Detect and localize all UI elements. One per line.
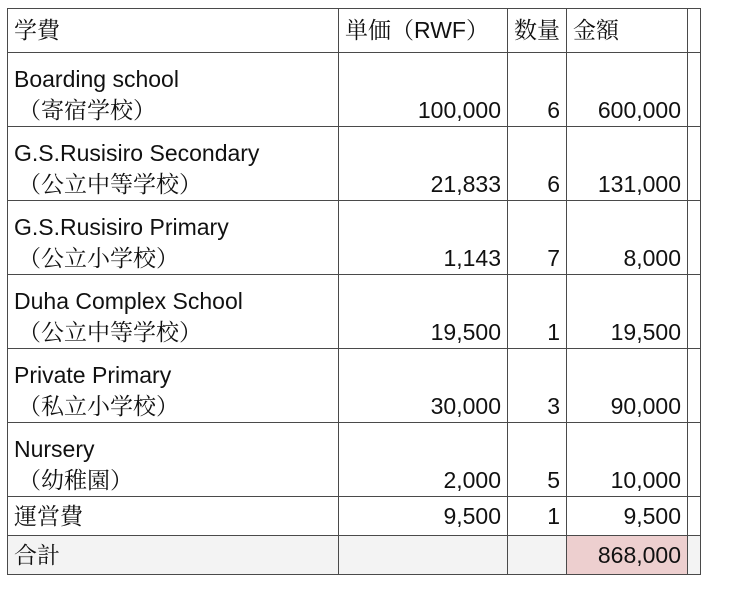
amount-cell[interactable]: 9,500 — [567, 497, 688, 536]
header-row — [8, 9, 701, 53]
table-row — [8, 201, 701, 275]
quantity-cell[interactable]: 1 — [508, 275, 567, 349]
cut-off-column-cell[interactable] — [688, 536, 701, 575]
header-amount-cell[interactable]: 金額 — [567, 9, 688, 53]
item-name: G.S.Rusisiro Primary — [14, 214, 229, 240]
cut-off-column-cell[interactable] — [688, 349, 701, 423]
total-empty-cell[interactable] — [508, 536, 567, 575]
table-row — [8, 275, 701, 349]
amount-cell[interactable]: 131,000 — [567, 127, 688, 201]
cut-off-column-cell[interactable] — [688, 53, 701, 127]
header-item-cell[interactable]: 学費 — [8, 9, 339, 53]
item-name-cell[interactable] — [8, 53, 339, 127]
item-name-japanese: （公立小学校） — [18, 245, 179, 271]
total-empty-cell[interactable] — [339, 536, 508, 575]
amount-cell[interactable]: 600,000 — [567, 53, 688, 127]
item-name-japanese: （公立中等学校） — [18, 319, 202, 345]
item-name-cell[interactable] — [8, 201, 339, 275]
total-amount-cell[interactable]: 868,000 — [567, 536, 688, 575]
quantity-cell[interactable]: 5 — [508, 423, 567, 497]
cut-off-column-cell[interactable] — [688, 497, 701, 536]
item-name: Nursery — [14, 436, 95, 462]
operating-cost-row — [8, 497, 701, 536]
cut-off-column-cell[interactable] — [688, 275, 701, 349]
amount-cell[interactable]: 10,000 — [567, 423, 688, 497]
total-row — [8, 536, 701, 575]
item-name: Boarding school — [14, 66, 179, 92]
table-row — [8, 127, 701, 201]
item-name-cell[interactable] — [8, 275, 339, 349]
item-name-japanese: （幼稚園） — [18, 467, 133, 493]
school-fee-table — [7, 8, 701, 575]
cut-off-column-cell[interactable] — [688, 201, 701, 275]
amount-cell[interactable]: 19,500 — [567, 275, 688, 349]
item-name-cell[interactable] — [8, 127, 339, 201]
unit-price-cell[interactable]: 1,143 — [339, 201, 508, 275]
unit-price-cell[interactable]: 9,500 — [339, 497, 508, 536]
item-name-cell[interactable] — [8, 349, 339, 423]
cut-off-column-cell[interactable] — [688, 127, 701, 201]
quantity-cell[interactable]: 3 — [508, 349, 567, 423]
item-name-japanese: （公立中等学校） — [18, 171, 202, 197]
quantity-cell[interactable]: 6 — [508, 127, 567, 201]
item-name-cell[interactable] — [8, 423, 339, 497]
unit-price-cell[interactable]: 100,000 — [339, 53, 508, 127]
item-name: G.S.Rusisiro Secondary — [14, 140, 260, 166]
item-name-cell[interactable]: 運営費 — [8, 497, 339, 536]
unit-price-cell[interactable]: 21,833 — [339, 127, 508, 201]
cut-off-column-cell[interactable] — [688, 9, 701, 53]
unit-price-cell[interactable]: 30,000 — [339, 349, 508, 423]
total-label-cell[interactable]: 合計 — [8, 536, 339, 575]
unit-price-cell[interactable]: 2,000 — [339, 423, 508, 497]
header-unit-price-cell[interactable]: 単価（RWF） — [339, 9, 508, 53]
cut-off-column-cell[interactable] — [688, 423, 701, 497]
header-quantity-cell[interactable]: 数量 — [508, 9, 567, 53]
table-row — [8, 53, 701, 127]
table-row — [8, 349, 701, 423]
item-name-japanese: （寄宿学校） — [18, 97, 156, 123]
table-row — [8, 423, 701, 497]
item-name: Private Primary — [14, 362, 172, 388]
item-name: Duha Complex School — [14, 288, 243, 314]
quantity-cell[interactable]: 7 — [508, 201, 567, 275]
amount-cell[interactable]: 8,000 — [567, 201, 688, 275]
quantity-cell[interactable]: 6 — [508, 53, 567, 127]
unit-price-cell[interactable]: 19,500 — [339, 275, 508, 349]
amount-cell[interactable]: 90,000 — [567, 349, 688, 423]
quantity-cell[interactable]: 1 — [508, 497, 567, 536]
item-name-japanese: （私立小学校） — [18, 393, 179, 419]
